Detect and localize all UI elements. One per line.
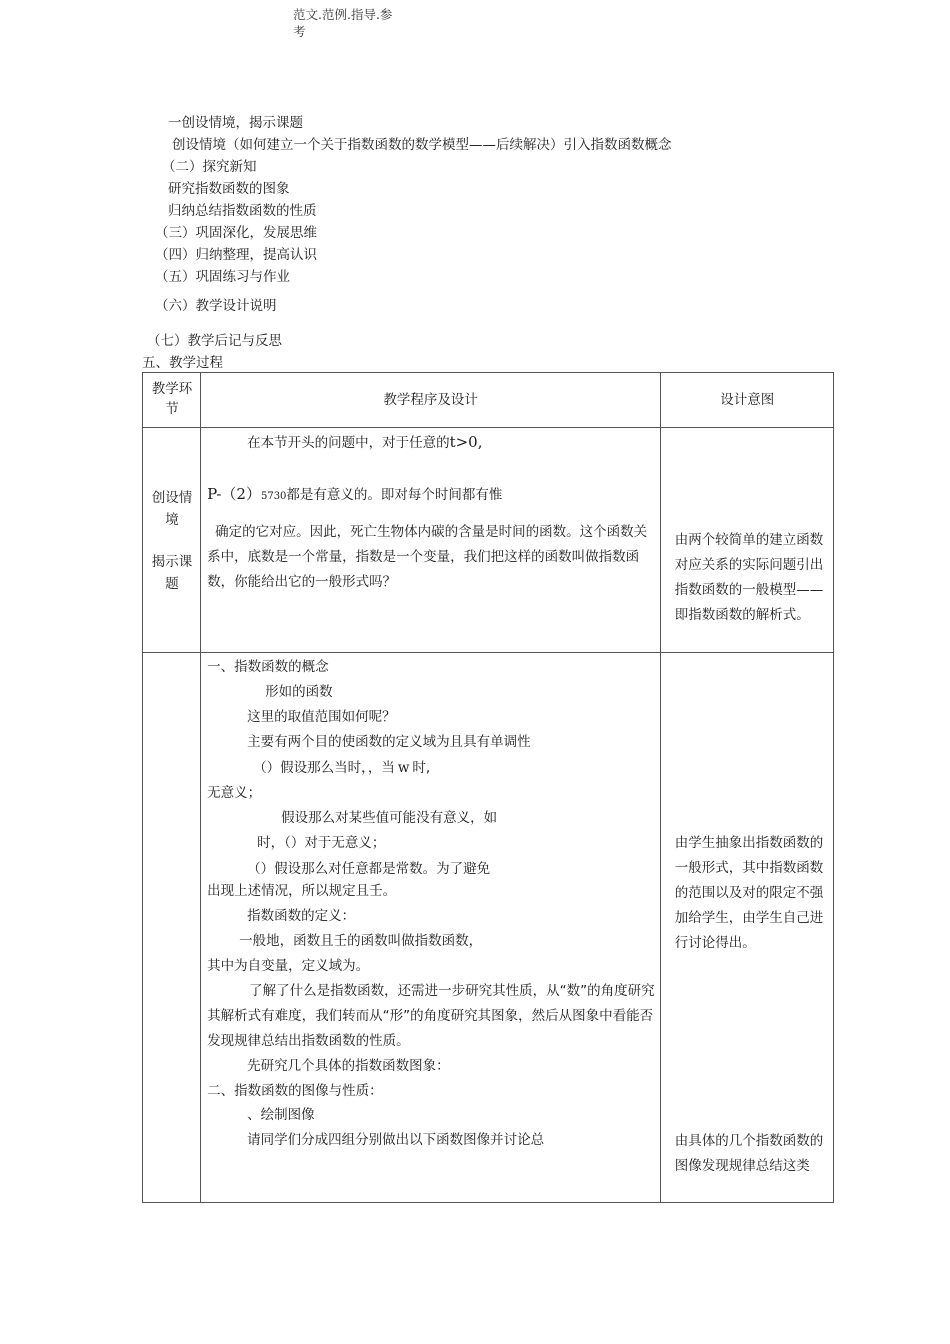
concept-line-11: 指数函数的定义： xyxy=(247,908,356,924)
content-line-1: 在本节开头的问题中，对于任意的t>0, xyxy=(247,433,483,451)
outline-item-6: （三）巩固深化，发展思维 xyxy=(155,225,317,241)
stage-line-2: 境 xyxy=(165,512,179,528)
concept-line-5: （）假设那么当时，，当 w 时, xyxy=(253,760,431,776)
concept-line-1: 一、指数函数的概念 xyxy=(207,659,329,675)
concept-paragraph: 了解了什么是指数函数，还需进一步研究其性质，从“数”的角度研究其解析式有难度，我们转而从“形”的角度研究其图象，然后从图象中看能否发现规律总结出指数函数的性质。 xyxy=(207,983,655,1049)
concept-line-6: 无意义； xyxy=(207,785,262,801)
stage-line-3: 揭示课 xyxy=(151,554,193,570)
concept-line-3: 这里的取值范围如何呢？ xyxy=(247,709,396,725)
outline-item-8: （五）巩固练习与作业 xyxy=(155,269,290,285)
header-line-2: 考 xyxy=(293,24,306,39)
table-row-concept xyxy=(143,653,834,1203)
intent-text-1: 由两个较简单的建立函数对应关系的实际问题引出指数函数的一般模型——即指数函数的解析式。 xyxy=(674,532,824,623)
table-row-situation xyxy=(143,428,834,653)
outline-item-9: （六）教学设计说明 xyxy=(155,298,277,314)
teaching-process-table xyxy=(142,372,834,1203)
concept-line-10: 出现上述情况，所以规定且壬。 xyxy=(207,883,397,899)
concept-line-17: 请同学们分成四组分别做出以下函数图像并讨论总 xyxy=(247,1132,545,1148)
header-intent: 设计意图 xyxy=(720,392,775,408)
outline-item-4: 研究指数函数的图象 xyxy=(168,181,290,197)
outline-item-5: 归纳总结指数函数的性质 xyxy=(168,203,317,219)
page-header xyxy=(293,6,403,40)
outline-item-2: 创设情境（如何建立一个关于指数函数的数学模型——后续解决）引入指数函数概念 xyxy=(172,137,672,153)
header-stage-line-2: 节 xyxy=(165,401,179,417)
content-line-2: P-（2）5730都是有意义的。即对每个时间都有惟 xyxy=(207,485,503,503)
intent-text-2: 由学生抽象出指数函数的一般形式，其中指数函数的范围以及对的限定不强加给学生，由学生自己进行讨论得出。 xyxy=(674,835,824,951)
header-stage-line-1: 教学环 xyxy=(151,381,193,397)
header-program: 教学程序及设计 xyxy=(383,392,478,408)
concept-line-16: 、绘制图像 xyxy=(247,1107,315,1123)
header-line-1: 范文.范例.指导.参 xyxy=(293,7,393,22)
outline-item-1: 一创设情境，揭示课题 xyxy=(168,115,303,131)
section-title: 五、教学过程 xyxy=(142,355,223,371)
outline-item-10: （七）教学后记与反思 xyxy=(147,333,282,349)
concept-line-13: 其中为自变量，定义域为。 xyxy=(207,958,370,974)
concept-line-12: 一般地，函数且壬的函数叫做指数函数， xyxy=(239,933,483,949)
table-header-row xyxy=(143,373,834,428)
concept-line-8: 时，（）对于无意义； xyxy=(257,835,386,851)
outline-item-3: （二）探究新知 xyxy=(162,159,257,175)
content-paragraph-1: 确定的它对应。因此，死亡生物体内碳的含量是时间的函数。这个函数关系中，底数是一个常量，指数是一个变量，我们把这样的函数叫做指数函数，你能给出它的一般形式吗？ xyxy=(207,524,648,590)
concept-line-15: 二、指数函数的图像与性质： xyxy=(207,1083,383,1099)
stage-line-4: 题 xyxy=(165,576,179,592)
concept-line-2: 形如的函数 xyxy=(265,684,333,700)
concept-line-14: 先研究几个具体的指数函数图象： xyxy=(247,1058,450,1074)
concept-line-9: （）假设那么对任意都是常数。为了避免 xyxy=(247,861,491,877)
intent-text-3: 由具体的几个指数函数的图像发现规律总结这类 xyxy=(674,1133,824,1174)
concept-line-4: 主要有两个目的使函数的定义域为且具有单调性 xyxy=(247,734,531,750)
concept-line-7: 假设那么对某些值可能没有意义，如 xyxy=(281,810,498,826)
outline-item-7: （四）归纳整理，提高认识 xyxy=(155,247,317,263)
stage-line-1: 创设情 xyxy=(151,490,193,506)
